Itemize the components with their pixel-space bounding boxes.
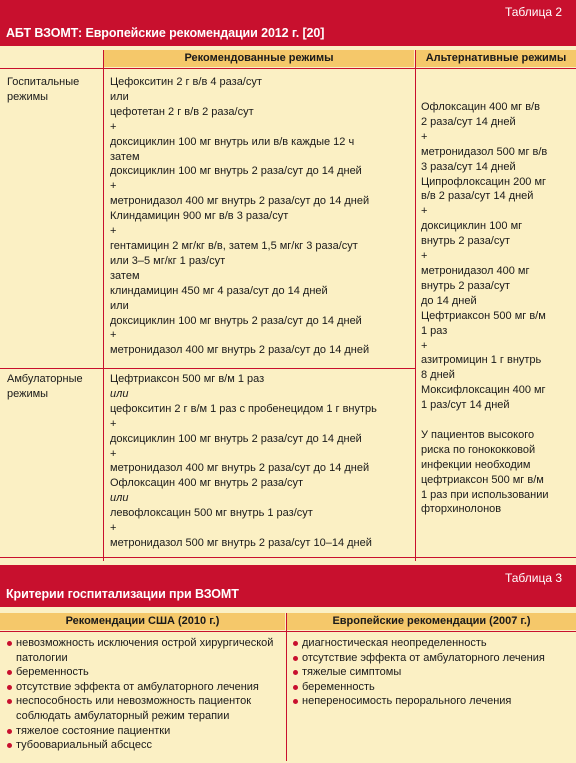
regimen-line: цефотетан 2 г в/в 2 раза/сут	[110, 105, 254, 118]
regimen-line: метронидазол 500 мг в/в	[421, 145, 548, 158]
regimen-line: или 3–5 мг/кг 1 раз/сут	[110, 254, 226, 267]
hospital-regimens	[110, 75, 369, 358]
regimen-line: доксициклин 100 мг внутрь 2 раза/сут до 14 дней	[110, 432, 362, 445]
regimen-line: затем	[110, 150, 140, 163]
divider	[103, 50, 104, 561]
list-item: беременность	[292, 680, 572, 695]
regimen-line: гентамицин 2 мг/кг в/в, затем 1,5 мг/кг 3 раза/сут	[110, 239, 358, 252]
table3-col-europe: Европейские рекомендации (2007 г.)	[287, 613, 576, 630]
regimen-line: 2 раза/сут 14 дней	[421, 115, 516, 128]
list-item: неспособность или невозможность пациенток соблюдать амбулаторный режим терапии	[6, 694, 282, 723]
regimen-line: Цефтриаксон 500 мг в/м 1 раз	[110, 373, 265, 385]
row-label-ambulatory: Амбулаторные режимы	[7, 373, 83, 400]
row-label-hospital: Госпитальные режимы	[7, 76, 80, 103]
table3-title: Критерии госпитализации при ВЗОМТ	[6, 587, 239, 601]
regimen-line: или	[110, 387, 129, 400]
regimen-line: +	[110, 180, 117, 193]
regimen-line: или	[110, 90, 129, 103]
regimen-line: +	[110, 522, 117, 535]
regimen-line: левофлоксацин 500 мг внутрь 1 раз/сут	[110, 507, 313, 520]
regimen-line: Клиндамицин 900 мг в/в 3 раза/сут	[110, 210, 289, 223]
regimen-line: инфекции необходим	[421, 458, 531, 471]
list-item: непереносимость перорального лечения	[292, 694, 572, 709]
table3-header	[0, 565, 576, 607]
divider	[0, 631, 576, 632]
list-item: отсутствие эффекта от амбулаторного лечения	[6, 680, 282, 695]
regimen-line: 1 раз	[421, 324, 448, 337]
table2-number: Таблица 2	[504, 5, 562, 19]
table3-col-usa: Рекомендации США (2010 г.)	[0, 613, 285, 630]
table2-header	[0, 0, 576, 46]
regimen-line: риска по гонококковой	[421, 443, 536, 456]
regimen-line: затем	[110, 269, 140, 282]
regimen-line: внутрь 2 раза/сут	[421, 235, 510, 248]
divider	[0, 368, 415, 369]
regimen-line: метронидазол 400 мг внутрь 2 раза/сут до 14 дней	[110, 195, 370, 208]
regimen-line: метронидазол 400 мг внутрь 2 раза/сут до 14 дней	[110, 344, 370, 357]
regimen-line: 1 раз/сут 14 дней	[421, 399, 510, 412]
regimen-line: доксициклин 100 мг внутрь 2 раза/сут до 14 дней	[110, 314, 362, 327]
list-item: отсутствие эффекта от амбулаторного лечения	[292, 651, 572, 666]
regimen-line: или	[110, 492, 129, 505]
regimen-line: Офлоксацин 400 мг внутрь 2 раза/сут	[110, 477, 304, 490]
regimen-line: +	[110, 447, 117, 460]
regimen-line	[421, 413, 549, 428]
regimen-line: азитромицин 1 г внутрь	[421, 354, 542, 367]
regimen-line: +	[110, 329, 117, 342]
regimen-line: метронидазол 400 мг	[421, 264, 530, 277]
regimen-line: 8 дней	[421, 369, 455, 382]
regimen-line: +	[110, 120, 117, 133]
regimen-line: доксициклин 100 мг внутрь или в/в каждые 12 ч	[110, 135, 355, 148]
regimen-line: Цефтриаксон 500 мг в/м	[421, 309, 546, 322]
alternative-regimens	[421, 100, 549, 517]
list-item: тяжелое состояние пациентки	[6, 724, 282, 739]
usa-criteria-list	[6, 636, 282, 753]
regimen-line: до 14 дней	[421, 294, 477, 307]
divider	[415, 50, 416, 561]
regimen-line: +	[421, 130, 428, 143]
regimen-line: +	[421, 250, 428, 263]
table2-title: АБТ ВЗОМТ: Европейские рекомендации 2012 г. [20]	[6, 26, 325, 40]
ambulatory-regimens	[110, 372, 377, 551]
regimen-line: 1 раз при использовании	[421, 488, 549, 501]
divider	[0, 68, 576, 69]
regimen-line: или	[110, 299, 129, 312]
regimen-line: цефтриаксон 500 мг в/м	[421, 473, 544, 486]
regimen-line: фторхинолонов	[421, 503, 502, 516]
regimen-line: метронидазол 500 мг внутрь 2 раза/сут 10–14 дней	[110, 536, 372, 549]
list-item: диагностическая неопределенность	[292, 636, 572, 651]
regimen-line: клиндамицин 450 мг 4 раза/сут до 14 дней	[110, 284, 328, 297]
regimen-line: в/в 2 раза/сут 14 дней	[421, 190, 534, 203]
regimen-line: Цефокситин 2 г в/в 4 раза/сут	[110, 76, 262, 88]
regimen-line: доксициклин 100 мг	[421, 220, 523, 233]
regimen-line: У пациентов высокого	[421, 428, 535, 441]
regimen-line: +	[421, 205, 428, 218]
table3-body	[0, 607, 576, 763]
table2-body	[0, 46, 576, 561]
regimen-line: 3 раза/сут 14 дней	[421, 160, 516, 173]
europe-criteria-list	[292, 636, 572, 709]
table3-number: Таблица 3	[504, 571, 562, 585]
regimen-line: внутрь 2 раза/сут	[421, 279, 510, 292]
regimen-line: метронидазол 400 мг внутрь 2 раза/сут до 14 дней	[110, 462, 370, 475]
divider	[0, 557, 576, 558]
list-item: тубоовариальный абсцесс	[6, 738, 282, 753]
regimen-line: доксициклин 100 мг внутрь 2 раза/сут до 14 дней	[110, 165, 362, 178]
regimen-line: Ципрофлоксацин 200 мг	[421, 175, 547, 188]
regimen-line: +	[421, 339, 428, 352]
regimen-line: цефокситин 2 г в/м 1 раз с пробенецидом 1 г внутрь	[110, 402, 377, 415]
regimen-line: Моксифлоксацин 400 мг	[421, 384, 546, 397]
regimen-line: +	[110, 417, 117, 430]
list-item: тяжелые симптомы	[292, 665, 572, 680]
table2-col-alternative: Альтернативные режимы	[416, 50, 576, 67]
regimen-line: Офлоксацин 400 мг в/в	[421, 101, 540, 113]
regimen-line: +	[110, 225, 117, 238]
divider	[286, 613, 287, 761]
list-item: беременность	[6, 665, 282, 680]
list-item: невозможность исключения острой хирургической патологии	[6, 636, 282, 665]
table2-col-recommended: Рекомендованные режимы	[104, 50, 414, 67]
